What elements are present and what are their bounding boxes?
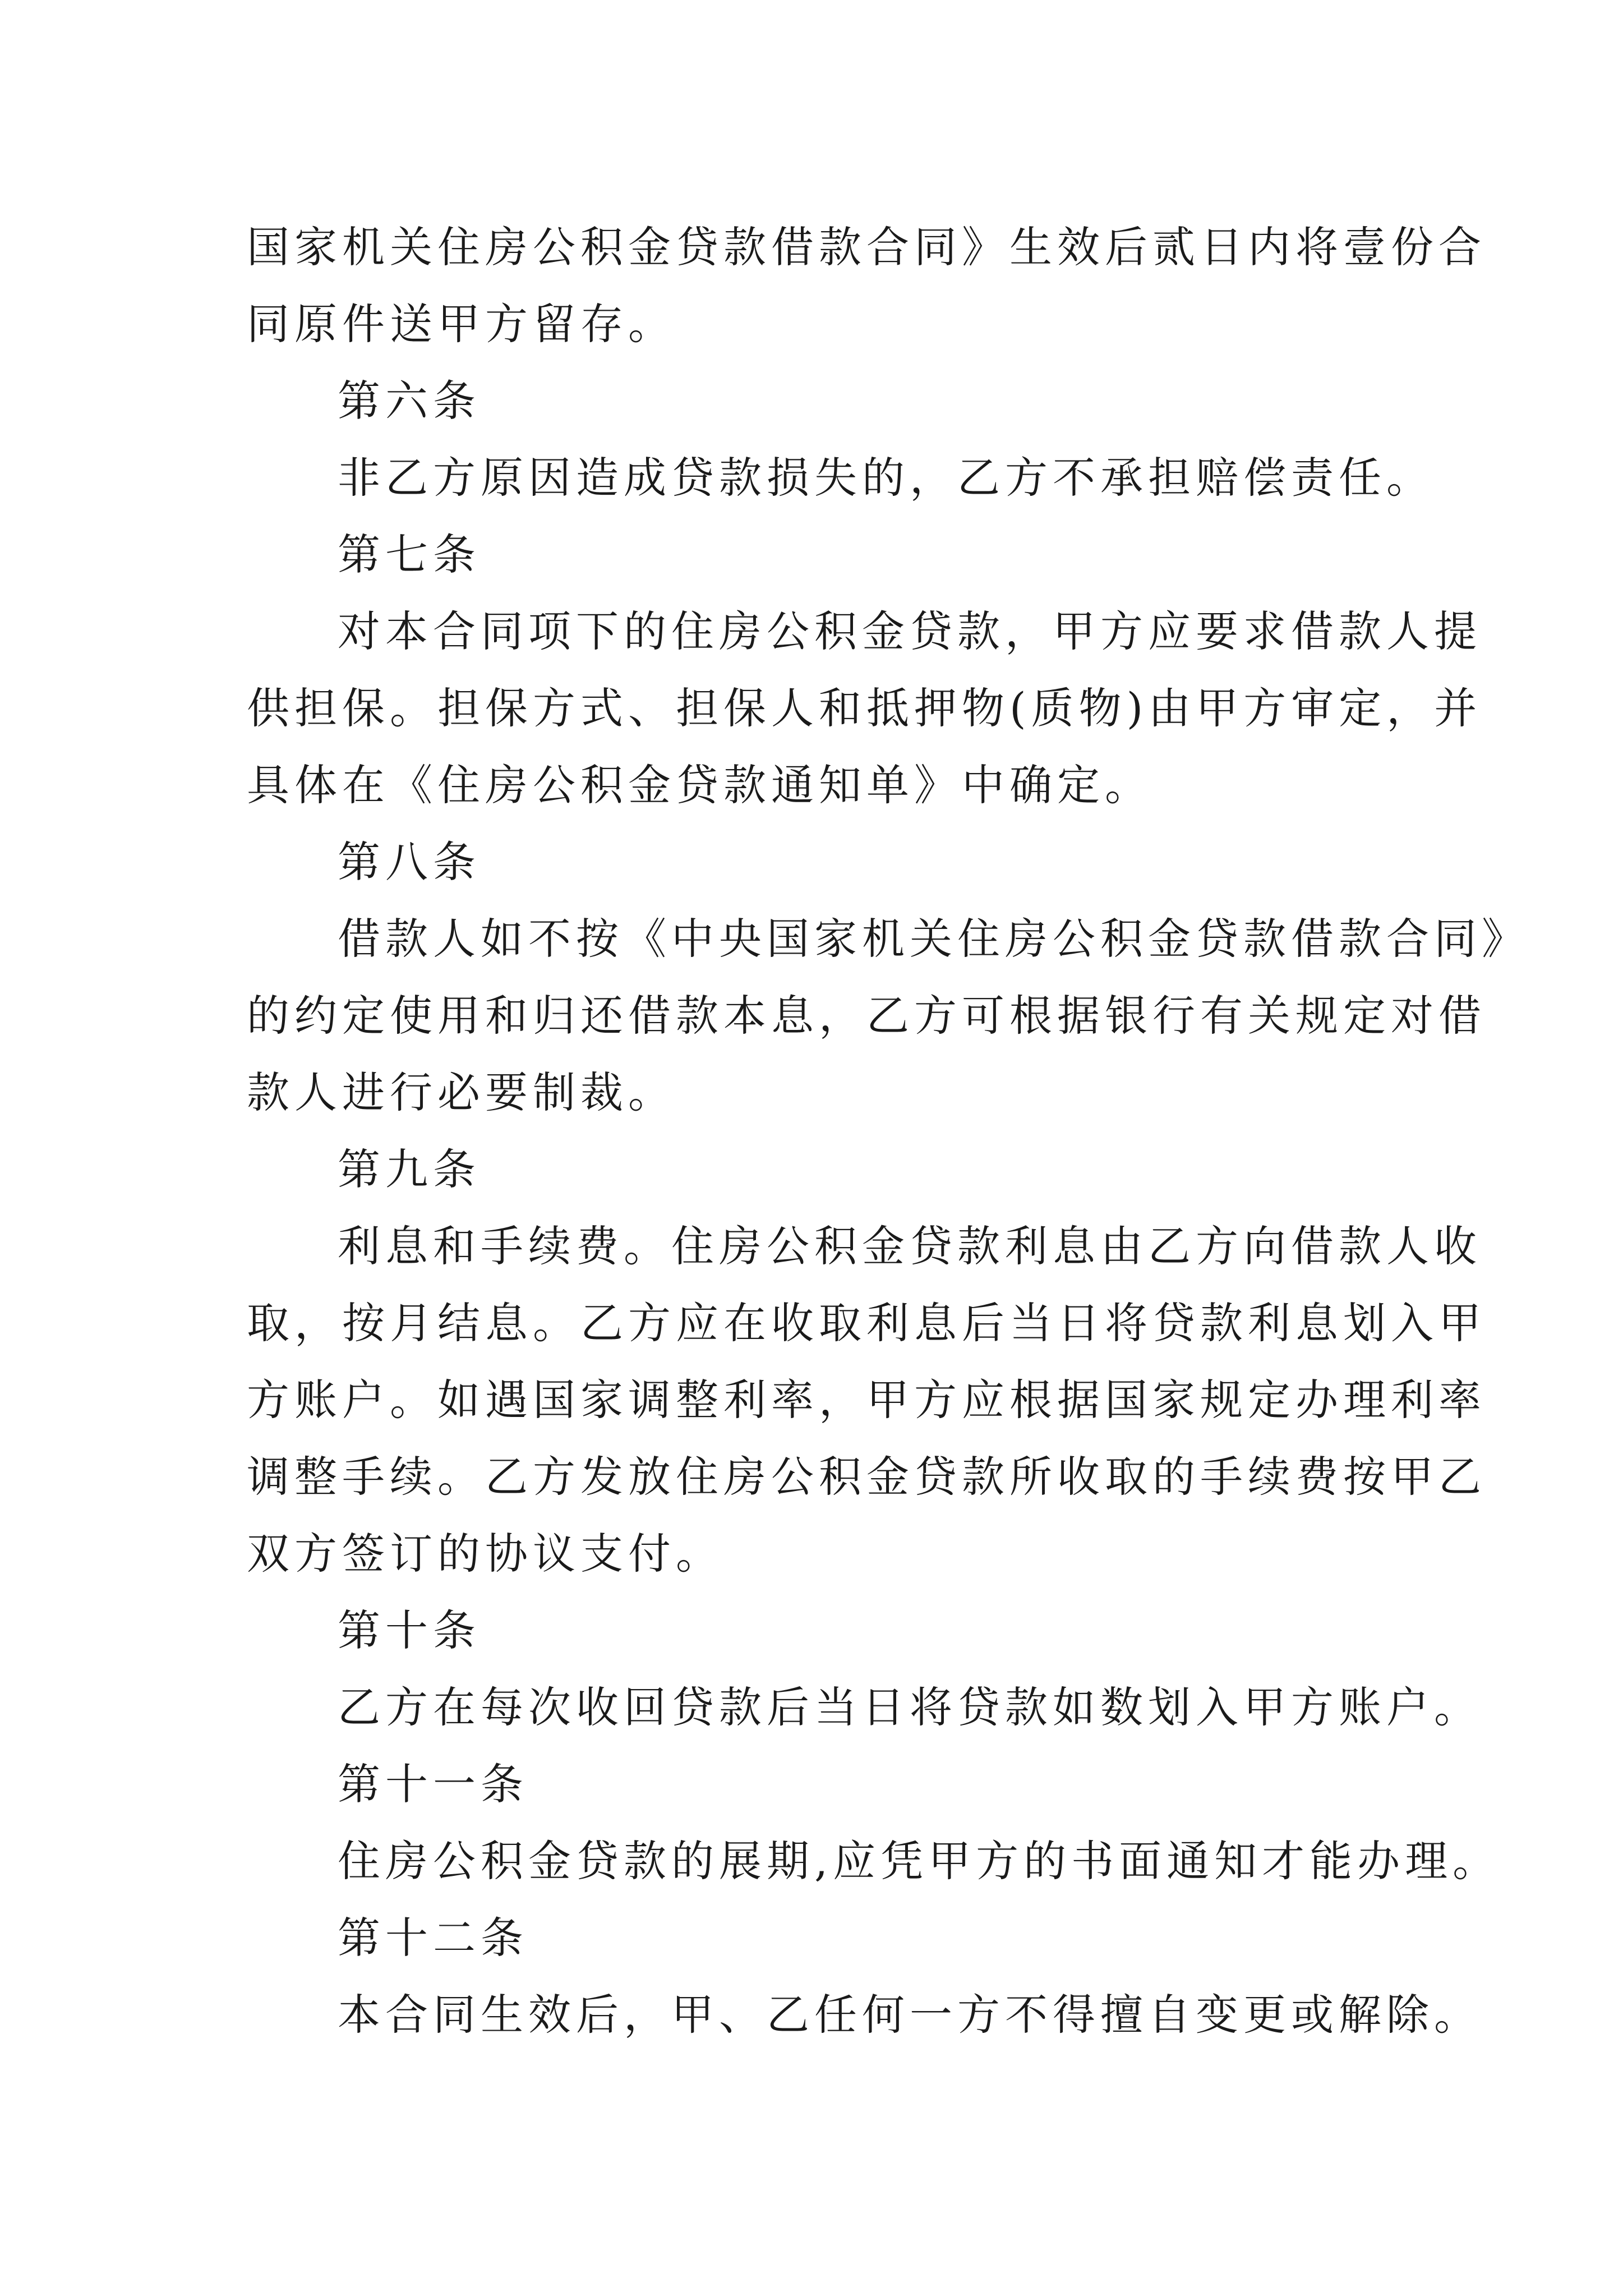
article-9-text-line: 调整手续。乙方发放住房公积金贷款所收取的手续费按甲乙 <box>247 1452 1486 1502</box>
article-12-heading: 第十二条 <box>338 1913 528 1963</box>
article-11-text-line: 住房公积金贷款的展期,应凭甲方的书面通知才能办理。 <box>338 1836 1501 1886</box>
article-7-text-line: 具体在《住房公积金贷款通知单》中确定。 <box>247 760 1152 810</box>
article-8-text-line: 的约定使用和归还借款本息，乙方可根据银行有关规定对借 <box>247 991 1486 1041</box>
article-9-text-line: 双方签订的协议支付。 <box>247 1529 723 1579</box>
document-body <box>247 209 1529 2053</box>
article-8-text-line: 款人进行必要制裁。 <box>247 1068 676 1117</box>
article-9-heading: 第九条 <box>338 1144 481 1194</box>
article-8-heading: 第八条 <box>338 837 481 887</box>
article-9-text-line: 利息和手续费。住房公积金贷款利息由乙方向借款人收 <box>338 1221 1482 1271</box>
article-7-heading: 第七条 <box>338 530 481 579</box>
article-10-heading: 第十条 <box>338 1605 481 1655</box>
article-6-text-line: 非乙方原因造成贷款损失的，乙方不承担赔偿责任。 <box>338 453 1434 503</box>
article-9-text-line: 方账户。如遇国家调整利率，甲方应根据国家规定办理利率 <box>247 1375 1486 1425</box>
paragraph-continuation-line: 国家机关住房公积金贷款借款合同》生效后贰日内将壹份合 <box>247 222 1486 272</box>
article-8-text-line: 借款人如不按《中央国家机关住房公积金贷款借款合同》 <box>338 914 1529 964</box>
article-9-text-line: 取，按月结息。乙方应在收取利息后当日将贷款利息划入甲 <box>247 1298 1486 1348</box>
paragraph-continuation-line: 同原件送甲方留存。 <box>247 299 676 349</box>
article-6-heading: 第六条 <box>338 376 481 426</box>
article-7-text-line: 对本合同项下的住房公积金贷款，甲方应要求借款人提 <box>338 606 1482 656</box>
article-7-text-line: 供担保。担保方式、担保人和抵押物(质物)由甲方审定，并 <box>247 683 1482 733</box>
article-10-text-line: 乙方在每次收回贷款后当日将贷款如数划入甲方账户。 <box>338 1682 1482 1732</box>
article-12-text-line: 本合同生效后，甲、乙任何一方不得擅自变更或解除。 <box>338 1990 1482 2040</box>
article-11-heading: 第十一条 <box>338 1759 528 1809</box>
